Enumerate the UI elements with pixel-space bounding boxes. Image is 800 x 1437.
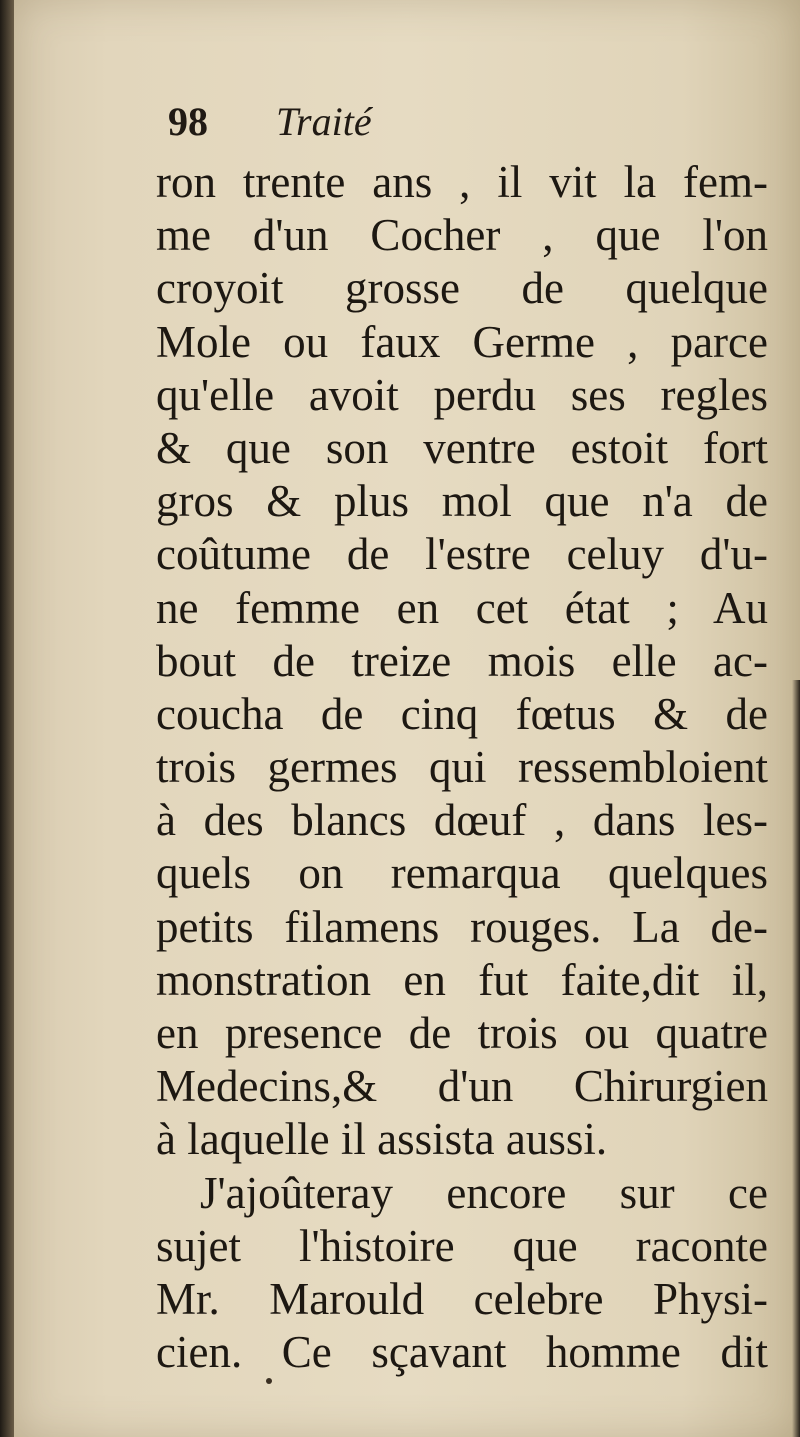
page-header [168, 98, 568, 158]
text-line: en presence de trois ou quatre [156, 1008, 768, 1058]
text-line: quels on remarqua quelques [156, 848, 768, 899]
paragraph-first-line: J'ajoûteray encore sur ce [200, 1167, 768, 1218]
book-spine-shadow [0, 0, 14, 1437]
text-line: trois germes qui ressembloient [156, 742, 768, 793]
text-line: à laquelle il assista aussi. [156, 1114, 608, 1165]
text-line: Mr. Marould celebre Physi- [156, 1273, 768, 1324]
text-line: ne femme en cet état ; Au [156, 582, 768, 633]
ink-speck [266, 1378, 272, 1384]
text-line: me d'un Cocher , que l'on [156, 210, 768, 261]
text-line: monstration en fut faite,dit il, [156, 954, 768, 1005]
text-line: Medecins,& d'un Chirurgien [156, 1061, 768, 1112]
page-number: 98 [168, 99, 208, 144]
text-line: Mole ou faux Germe , parce [156, 316, 768, 367]
running-head: Traité [276, 99, 372, 144]
text-line: à des blancs dœuf , dans les- [156, 795, 768, 846]
text-line: petits filamens rouges. La de- [156, 901, 768, 952]
body-text [156, 156, 768, 1379]
page-edge-shadow [792, 680, 800, 1437]
text-line: sujet l'histoire que raconte [156, 1220, 768, 1271]
text-line: qu'elle avoit perdu ses regles [156, 369, 768, 420]
text-line: croyoit grosse de quelque [156, 263, 768, 314]
text-line: coûtume de l'estre celuy d'u- [156, 529, 768, 580]
text-line: coucha de cinq fœtus & de [156, 688, 768, 739]
text-line: & que son ventre estoit fort [156, 422, 768, 473]
text-line: cien. Ce sçavant homme dit [156, 1327, 768, 1378]
text-line: ron trente ans , il vit la fem- [156, 157, 768, 207]
text-line: bout de treize mois elle ac- [156, 635, 768, 686]
text-line: gros & plus mol que n'a de [156, 476, 768, 527]
